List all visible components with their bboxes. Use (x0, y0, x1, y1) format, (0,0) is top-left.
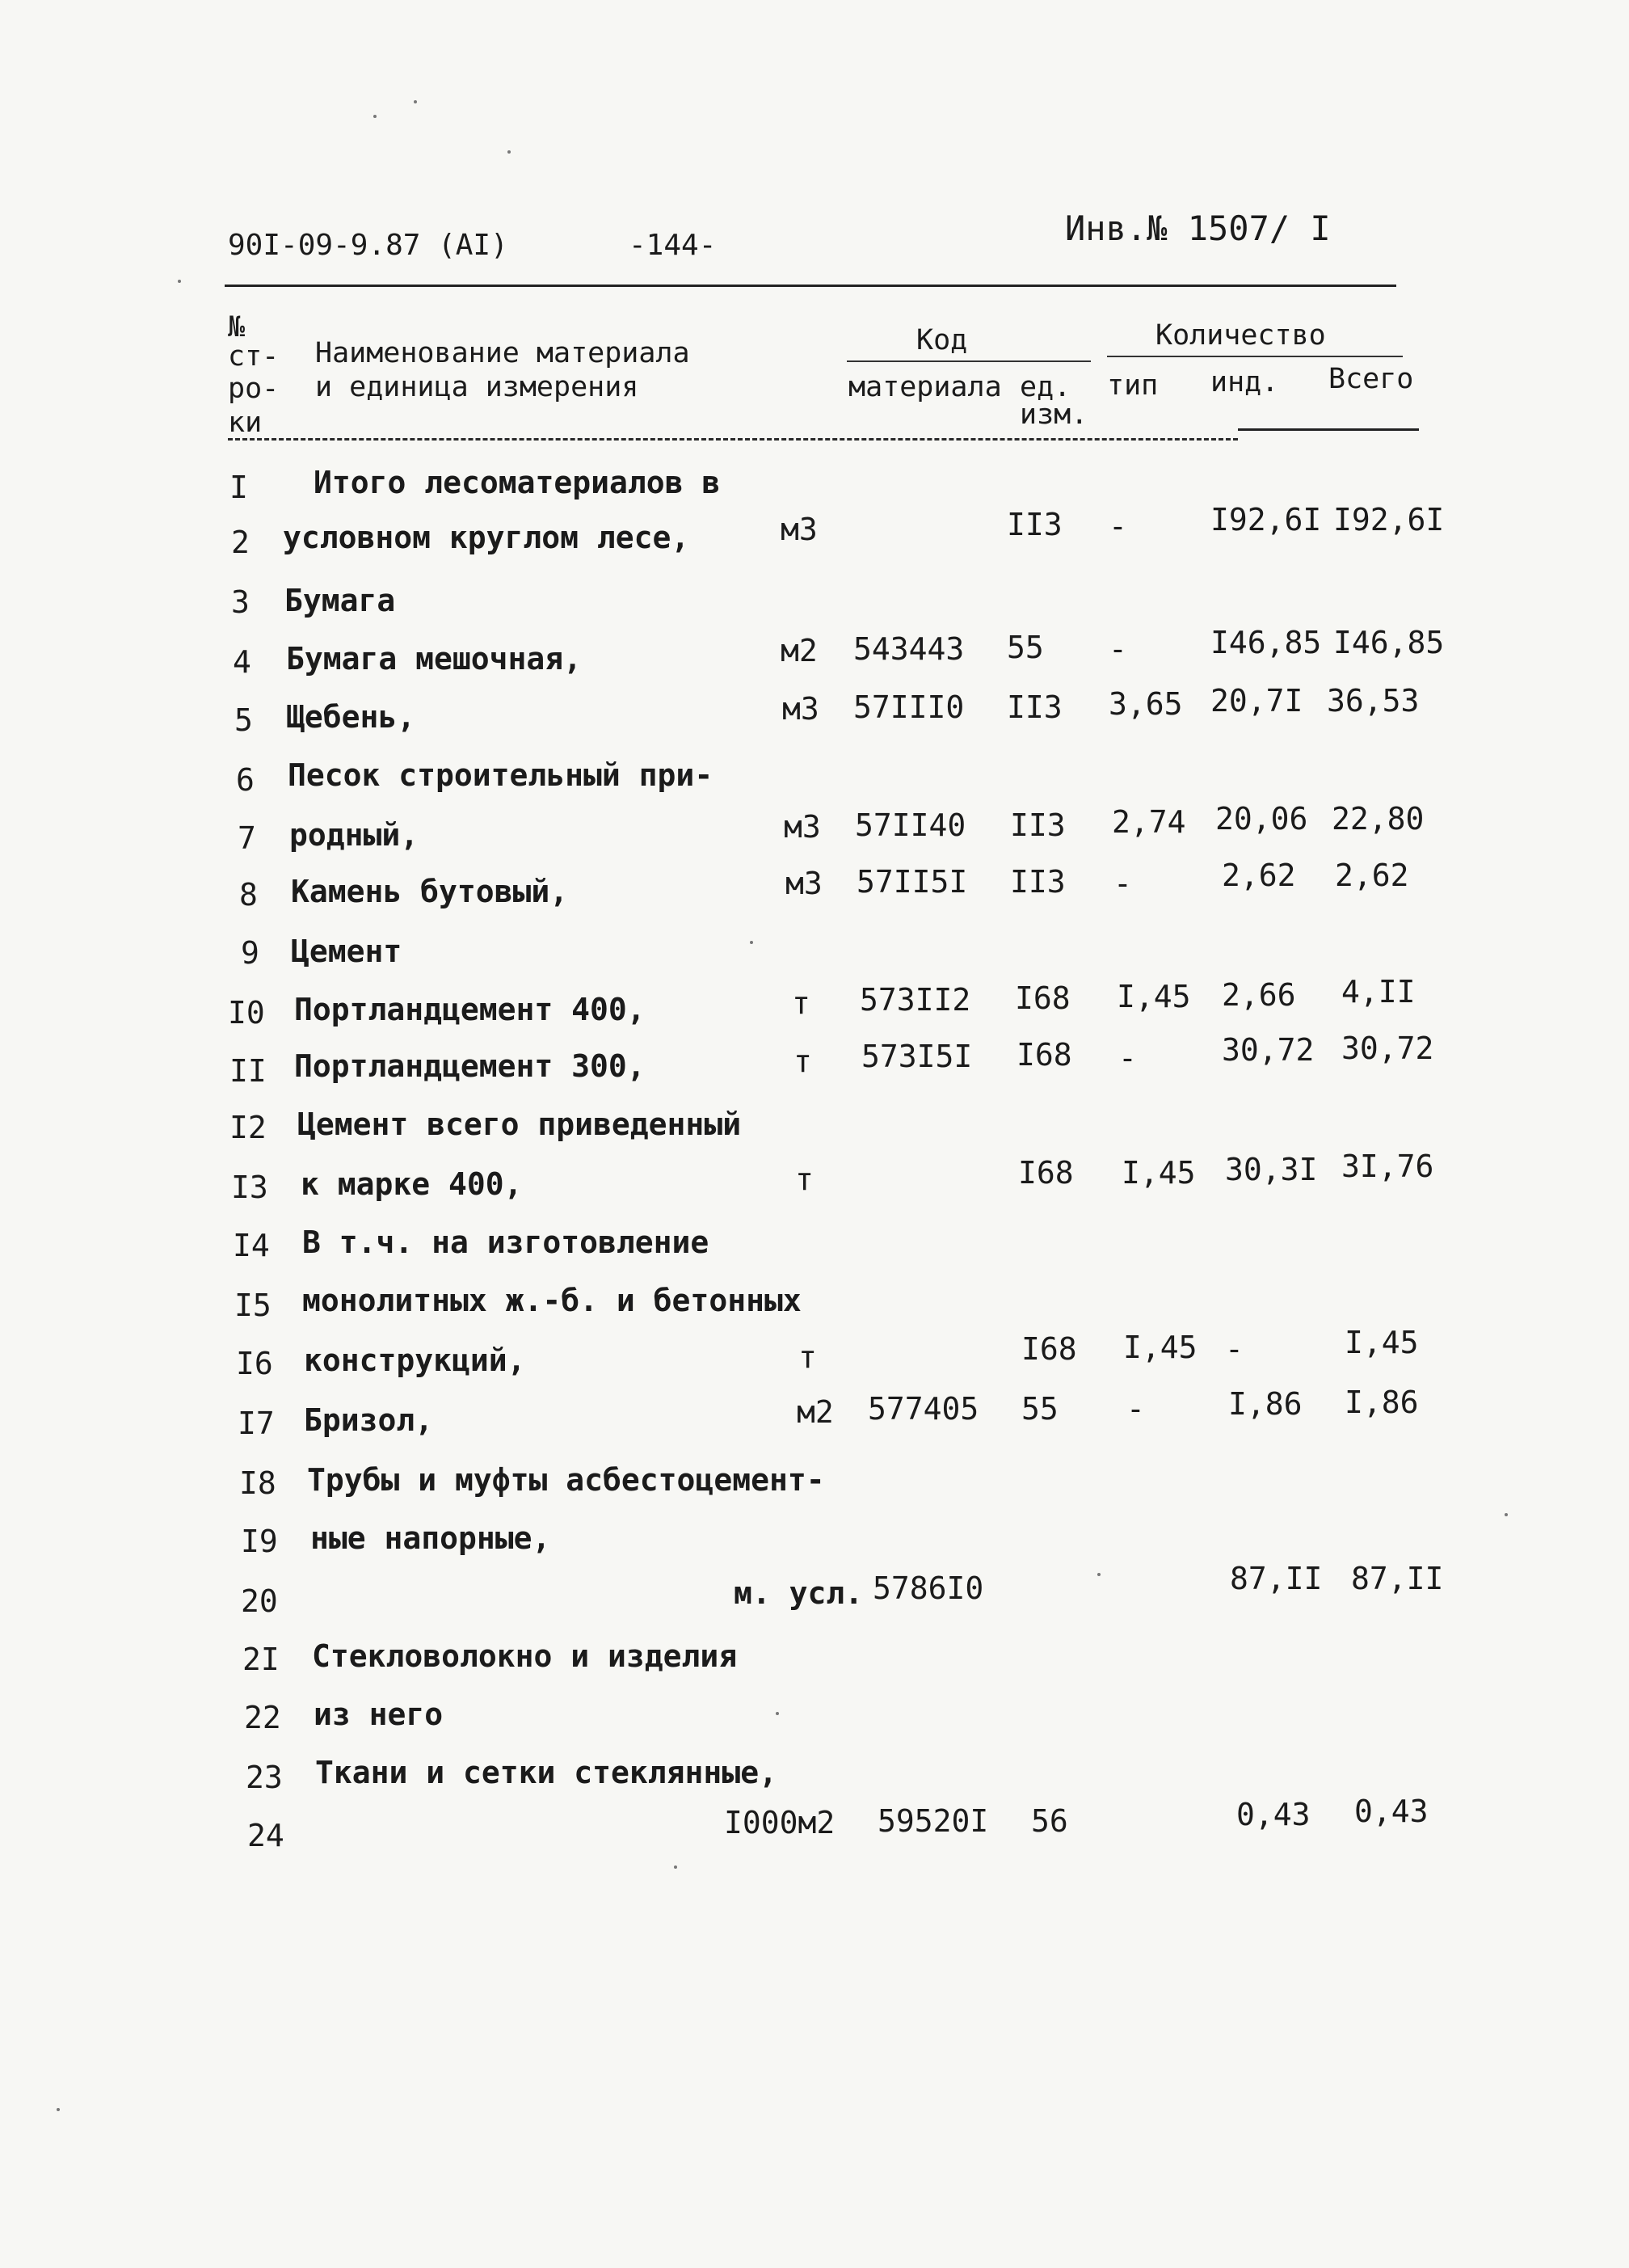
row-name: В т.ч. на изготовление (302, 1225, 709, 1260)
scan-speck (1505, 1513, 1508, 1516)
row-number: 20 (241, 1583, 278, 1619)
row-name: Бризол, (304, 1402, 434, 1438)
row-qty-total: 4,II (1341, 974, 1416, 1010)
row-name: Портландцемент 400, (294, 992, 646, 1027)
row-unit: т (792, 985, 810, 1021)
row-qty-ind: I92,6I (1210, 502, 1322, 537)
row-qty-ind: 2,62 (1222, 858, 1296, 893)
row-name: Итого лесоматериалов в (314, 465, 721, 500)
row-unit-code: II3 (1007, 689, 1063, 725)
row-qty-ind: 20,7I (1210, 683, 1303, 719)
row-qty-total: I,86 (1345, 1385, 1419, 1420)
col-code-unit-1: ед. (1020, 371, 1071, 403)
row-unit: т (793, 1043, 812, 1079)
row-name: Цемент всего приведенный (297, 1107, 742, 1142)
col-qty-type: тип (1107, 369, 1159, 402)
row-number: I8 (239, 1465, 276, 1501)
row-qty-type: - (1126, 1391, 1145, 1427)
row-material-code: 57II5I (857, 864, 968, 900)
row-qty-ind: I46,85 (1210, 625, 1322, 660)
row-number: I4 (233, 1228, 270, 1263)
row-qty-total: I46,85 (1333, 625, 1445, 660)
row-qty-type: 3,65 (1109, 686, 1183, 722)
page-number: -144- (629, 229, 717, 262)
row-number: 7 (238, 820, 256, 856)
row-unit-code: 56 (1031, 1803, 1068, 1839)
row-qty-type: - (1109, 508, 1127, 544)
row-qty-type: I,45 (1117, 979, 1191, 1014)
row-name: Ткани и сетки стеклянные, (315, 1755, 777, 1790)
row-number: 2I (242, 1642, 280, 1677)
scan-speck (507, 150, 511, 154)
row-qty-type: I,45 (1123, 1330, 1198, 1365)
row-name: к марке 400, (301, 1166, 523, 1202)
scan-speck (674, 1865, 677, 1869)
row-qty-ind: I,86 (1228, 1386, 1303, 1422)
row-material-code: 57II40 (855, 807, 966, 843)
row-qty-ind: 30,3I (1225, 1152, 1318, 1187)
row-number: 24 (247, 1818, 284, 1853)
row-unit: м3 (781, 512, 818, 547)
row-qty-ind: 87,II (1230, 1561, 1323, 1596)
row-name: Бумага (284, 583, 396, 618)
row-unit: м3 (782, 691, 819, 727)
inventory-number: Инв.№ 1507/ I (1065, 209, 1331, 248)
quantity-group-rule (1107, 356, 1403, 357)
row-name: Цемент (291, 934, 402, 969)
row-material-code: 573I5I (861, 1039, 973, 1074)
row-qty-ind: 2,66 (1222, 977, 1296, 1013)
row-qty-total: I,45 (1345, 1325, 1419, 1360)
row-name: Портландцемент 300, (294, 1048, 646, 1084)
row-qty-ind: 20,06 (1215, 801, 1308, 837)
header-rule-right (1238, 428, 1419, 431)
col-name-line2: и единица измерения (315, 371, 639, 403)
col-qty-total: Всего (1328, 363, 1414, 395)
row-unit: м2 (797, 1394, 834, 1430)
row-qty-total: 36,53 (1327, 683, 1420, 719)
scan-speck (750, 941, 753, 944)
table-top-rule (225, 285, 1396, 287)
row-number: I9 (241, 1524, 278, 1559)
row-unit-code: I68 (1017, 1037, 1072, 1073)
row-name: из него (314, 1697, 444, 1732)
row-qty-type: - (1109, 631, 1127, 667)
col-row-number-1: № (228, 311, 246, 344)
row-unit: м3 (785, 866, 823, 901)
row-qty-total: 87,II (1351, 1561, 1444, 1596)
col-quantity-group: Количество (1155, 319, 1326, 352)
row-name: монолитных ж.-б. и бетонных (302, 1283, 802, 1318)
scan-speck (414, 100, 417, 103)
row-qty-total: 22,80 (1332, 801, 1425, 837)
col-row-number-3: ро- (228, 373, 280, 405)
row-unit: м2 (781, 633, 818, 668)
row-number: I7 (238, 1406, 275, 1441)
row-unit: м. усл. (734, 1575, 864, 1611)
row-name: родный, (289, 817, 419, 853)
row-name: условном круглом лесе, (283, 520, 690, 555)
row-number: 22 (244, 1700, 281, 1735)
row-unit-code: I68 (1015, 980, 1071, 1016)
col-row-number-2: ст- (228, 340, 280, 373)
document-code: 90I-09-9.87 (AI) (228, 229, 508, 262)
row-qty-ind: 0,43 (1236, 1797, 1311, 1832)
row-material-code: 59520I (878, 1803, 989, 1839)
col-code-unit-2: изм. (1020, 398, 1088, 431)
row-unit-code: I68 (1021, 1331, 1077, 1367)
row-number: I5 (234, 1288, 272, 1323)
row-qty-total: 30,72 (1341, 1031, 1434, 1066)
row-unit: м3 (784, 809, 821, 845)
row-qty-ind: - (1225, 1331, 1244, 1367)
row-number: I3 (231, 1170, 268, 1205)
row-unit-code: I68 (1018, 1155, 1074, 1191)
row-unit-code: II3 (1010, 807, 1066, 843)
scan-speck (776, 1712, 779, 1715)
row-name: ные напорные, (310, 1520, 551, 1556)
col-code-material: материала (848, 371, 1002, 403)
code-group-rule (847, 360, 1091, 362)
row-number: I0 (228, 995, 265, 1031)
row-unit-code: 55 (1007, 630, 1044, 665)
scan-speck (178, 280, 181, 283)
row-qty-total: 0,43 (1354, 1794, 1429, 1829)
header-dash-rule-left (228, 438, 1238, 441)
row-unit: I000м2 (724, 1805, 836, 1840)
row-name: Бумага мешочная, (286, 641, 583, 677)
row-material-code: 577405 (868, 1391, 979, 1427)
row-qty-total: 3I,76 (1341, 1149, 1434, 1184)
row-number: I (229, 470, 248, 505)
row-number: 5 (234, 702, 253, 738)
row-unit-code: II3 (1010, 864, 1066, 900)
row-material-code: 5786I0 (873, 1570, 984, 1606)
col-row-number-4: ки (228, 407, 263, 439)
row-name: Щебень, (286, 699, 416, 735)
scan-speck (57, 2108, 60, 2111)
row-name: конструкций, (304, 1343, 526, 1378)
row-name: Камень бутовый, (291, 874, 569, 909)
row-number: 6 (236, 762, 255, 798)
row-number: 9 (241, 935, 259, 971)
row-name: Песок строительный при- (288, 757, 713, 793)
row-qty-type: I,45 (1122, 1155, 1196, 1191)
row-unit-code: 55 (1021, 1391, 1059, 1427)
row-number: 4 (233, 644, 251, 680)
row-unit: т (795, 1161, 814, 1197)
row-number: 8 (239, 877, 258, 913)
row-unit: т (798, 1339, 817, 1375)
row-qty-total: 2,62 (1335, 858, 1409, 893)
row-number: I2 (229, 1110, 267, 1145)
row-qty-type: - (1113, 866, 1132, 901)
row-qty-total: I92,6I (1333, 502, 1445, 537)
scan-speck (1097, 1573, 1101, 1576)
row-qty-type: - (1118, 1040, 1137, 1076)
row-qty-type: 2,74 (1112, 804, 1186, 840)
scan-speck (373, 115, 377, 118)
col-name-line1: Наименование материала (315, 337, 690, 369)
row-number: I6 (236, 1346, 273, 1381)
row-qty-ind: 30,72 (1222, 1032, 1315, 1068)
row-name: Стекловолокно и изделия (312, 1638, 738, 1674)
row-unit-code: II3 (1007, 507, 1063, 542)
row-number: 2 (231, 525, 250, 560)
row-material-code: 573II2 (860, 982, 971, 1018)
row-material-code: 57III0 (853, 689, 965, 725)
row-name: Трубы и муфты асбестоцемент- (307, 1462, 825, 1498)
row-number: 3 (231, 584, 250, 620)
col-qty-ind: инд. (1210, 366, 1279, 398)
row-number: II (229, 1053, 267, 1089)
row-material-code: 543443 (853, 631, 965, 667)
col-code-group: Код (916, 324, 968, 356)
row-number: 23 (246, 1760, 283, 1795)
